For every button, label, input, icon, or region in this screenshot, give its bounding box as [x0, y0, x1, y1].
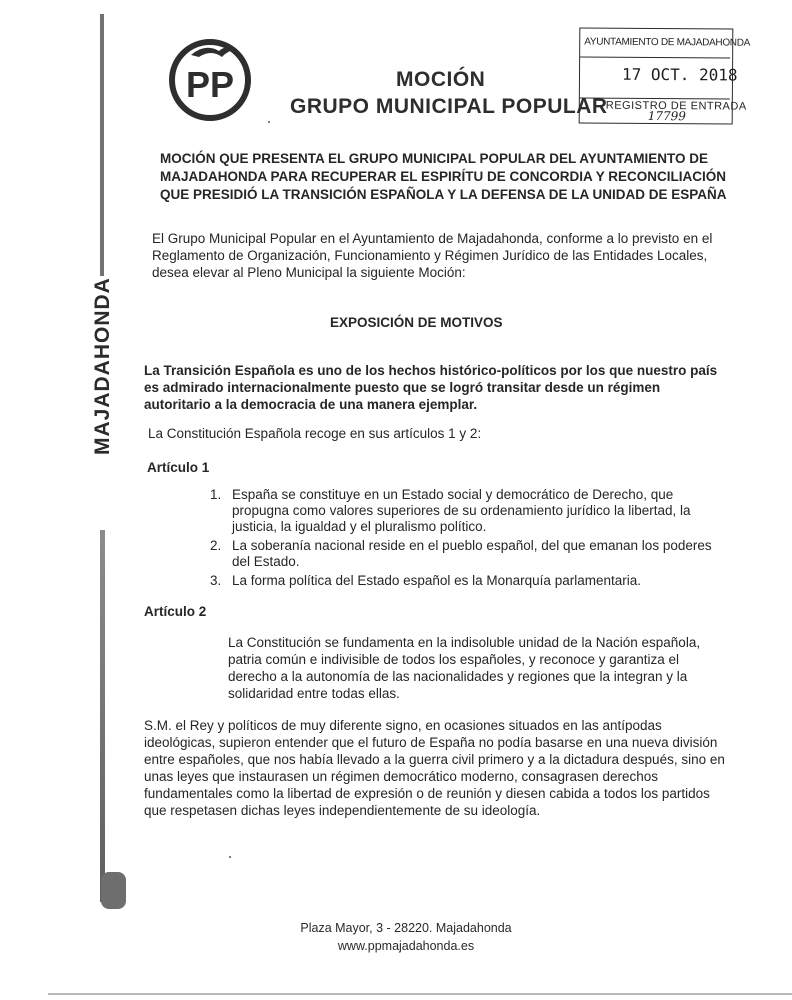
registry-stamp	[579, 27, 751, 124]
intro-paragraph	[152, 230, 712, 281]
article2-line: La Constitución se fundamenta en la indisoluble unidad de la Nación española,	[228, 635, 701, 650]
article2-text	[228, 634, 700, 702]
list-item	[210, 573, 712, 589]
footer-website: www.ppmajadahonda.es	[337, 939, 475, 953]
article1-title: Artículo 1	[147, 460, 210, 475]
list-item-number: 3.	[210, 573, 222, 588]
side-vertical-label: MAJADAHONDA	[91, 277, 114, 455]
article2-line: solidaridad entre todas ellas.	[228, 686, 400, 701]
scan-bottom-edge	[48, 993, 792, 995]
constitution-line: La Constitución Española recoge en sus artículos 1 y 2:	[148, 426, 482, 441]
intro-line: desea elevar al Pleno Municipal la siguiente Moción:	[152, 265, 466, 280]
page-title-line1: MOCIÓN	[396, 68, 486, 91]
final-line: fundamentales como la libertad de expresión o de reunión y diesen cabida a todos los partidos	[144, 786, 710, 801]
pp-seagull-logo-icon	[167, 35, 253, 121]
stamp-top-text: AYUNTAMIENTO DE MAJADAHONDA	[584, 36, 751, 49]
final-line: entre españoles, que nos había llevado a la guerra civil primero y a la dictadura después, sino en	[144, 752, 725, 767]
intro-line: El Grupo Municipal Popular en el Ayuntamiento de Majadahonda, conforme a lo previsto en el	[152, 231, 713, 246]
final-line: S.M. el Rey y políticos de muy diferente signo, en ocasiones situados en las antípodas	[144, 718, 662, 733]
final-line: que respetasen dichas leyes independientemente de su ideología.	[144, 803, 541, 818]
heading-line: QUE PRESIDIÓ LA TRANSICIÓN ESPAÑOLA Y LA DEFENSA DE LA UNIDAD DE ESPAÑA	[160, 187, 727, 202]
intro-line: Reglamento de Organización, Funcionamiento y Régimen Jurídico de las Entidades Locales,	[152, 248, 708, 263]
stamp-number: 17799	[647, 108, 686, 124]
article2-line: patria común e indivisible de todos los españoles, y reconoce y garantiza el	[228, 652, 680, 667]
list-item	[210, 487, 712, 535]
side-bar-top	[100, 14, 104, 276]
scan-speck	[229, 856, 231, 858]
final-line: ideológicas, supieron entender que el futuro de España no podía basarse en una nueva división	[144, 735, 718, 750]
list-item-line: del Estado.	[232, 554, 300, 569]
final-line: unas leyes que instaurasen un régimen democrático moderno, consagrasen derechos	[144, 769, 659, 784]
side-bar-bottom	[100, 530, 105, 902]
scan-speck	[268, 121, 270, 123]
heading-line: MAJADAHONDA PARA RECUPERAR EL ESPIRÍTU DE CONCORDIA Y RECONCILIACIÓN	[160, 169, 727, 184]
transition-line: La Transición Española es uno de los hechos histórico-políticos por los que nuestro país	[144, 363, 718, 378]
heading-line: MOCIÓN QUE PRESENTA EL GRUPO MUNICIPAL POPULAR DEL AYUNTAMIENTO DE	[160, 151, 709, 166]
article2-line: derecho a la autonomía de las nacionalidades y regiones que la integran y la	[228, 669, 688, 684]
page-title-line2: GRUPO MUNICIPAL POPULAR	[290, 95, 608, 118]
list-item-line: propugna como valores superiores de su ordenamiento jurídico la libertad, la	[232, 503, 691, 518]
final-paragraph	[144, 717, 725, 819]
list-item-line: España se constituye en un Estado social y democrático de Derecho, que	[232, 487, 674, 502]
section-title: EXPOSICIÓN DE MOTIVOS	[330, 315, 503, 330]
list-item-number: 1.	[210, 487, 222, 502]
stamp-date: 17 OCT. 2018	[621, 64, 738, 85]
footer-address: Plaza Mayor, 3 - 28220. Majadahonda	[300, 921, 512, 935]
article2-title: Artículo 2	[144, 604, 207, 619]
list-item-line: La forma política del Estado español es la Monarquía parlamentaria.	[232, 573, 641, 588]
transition-line: autoritario a la democracia de una manera ejemplar.	[144, 397, 478, 412]
transition-paragraph	[144, 362, 717, 413]
logo-text: PP	[185, 64, 235, 105]
motion-heading	[160, 150, 727, 204]
stamp-bottom-text: REGISTRO DE ENTRADA	[605, 99, 747, 113]
side-bar-blob	[101, 872, 126, 909]
list-item-line: justicia, la igualdad y el pluralismo político.	[232, 519, 487, 534]
list-item	[210, 538, 712, 570]
list-item-line: La soberanía nacional reside en el pueblo español, del que emanan los poderes	[232, 538, 712, 553]
transition-line: es admirado internacionalmente puesto que se logró transitar desde un régimen	[144, 380, 661, 395]
article1-list	[210, 487, 712, 592]
list-item-number: 2.	[210, 538, 222, 553]
